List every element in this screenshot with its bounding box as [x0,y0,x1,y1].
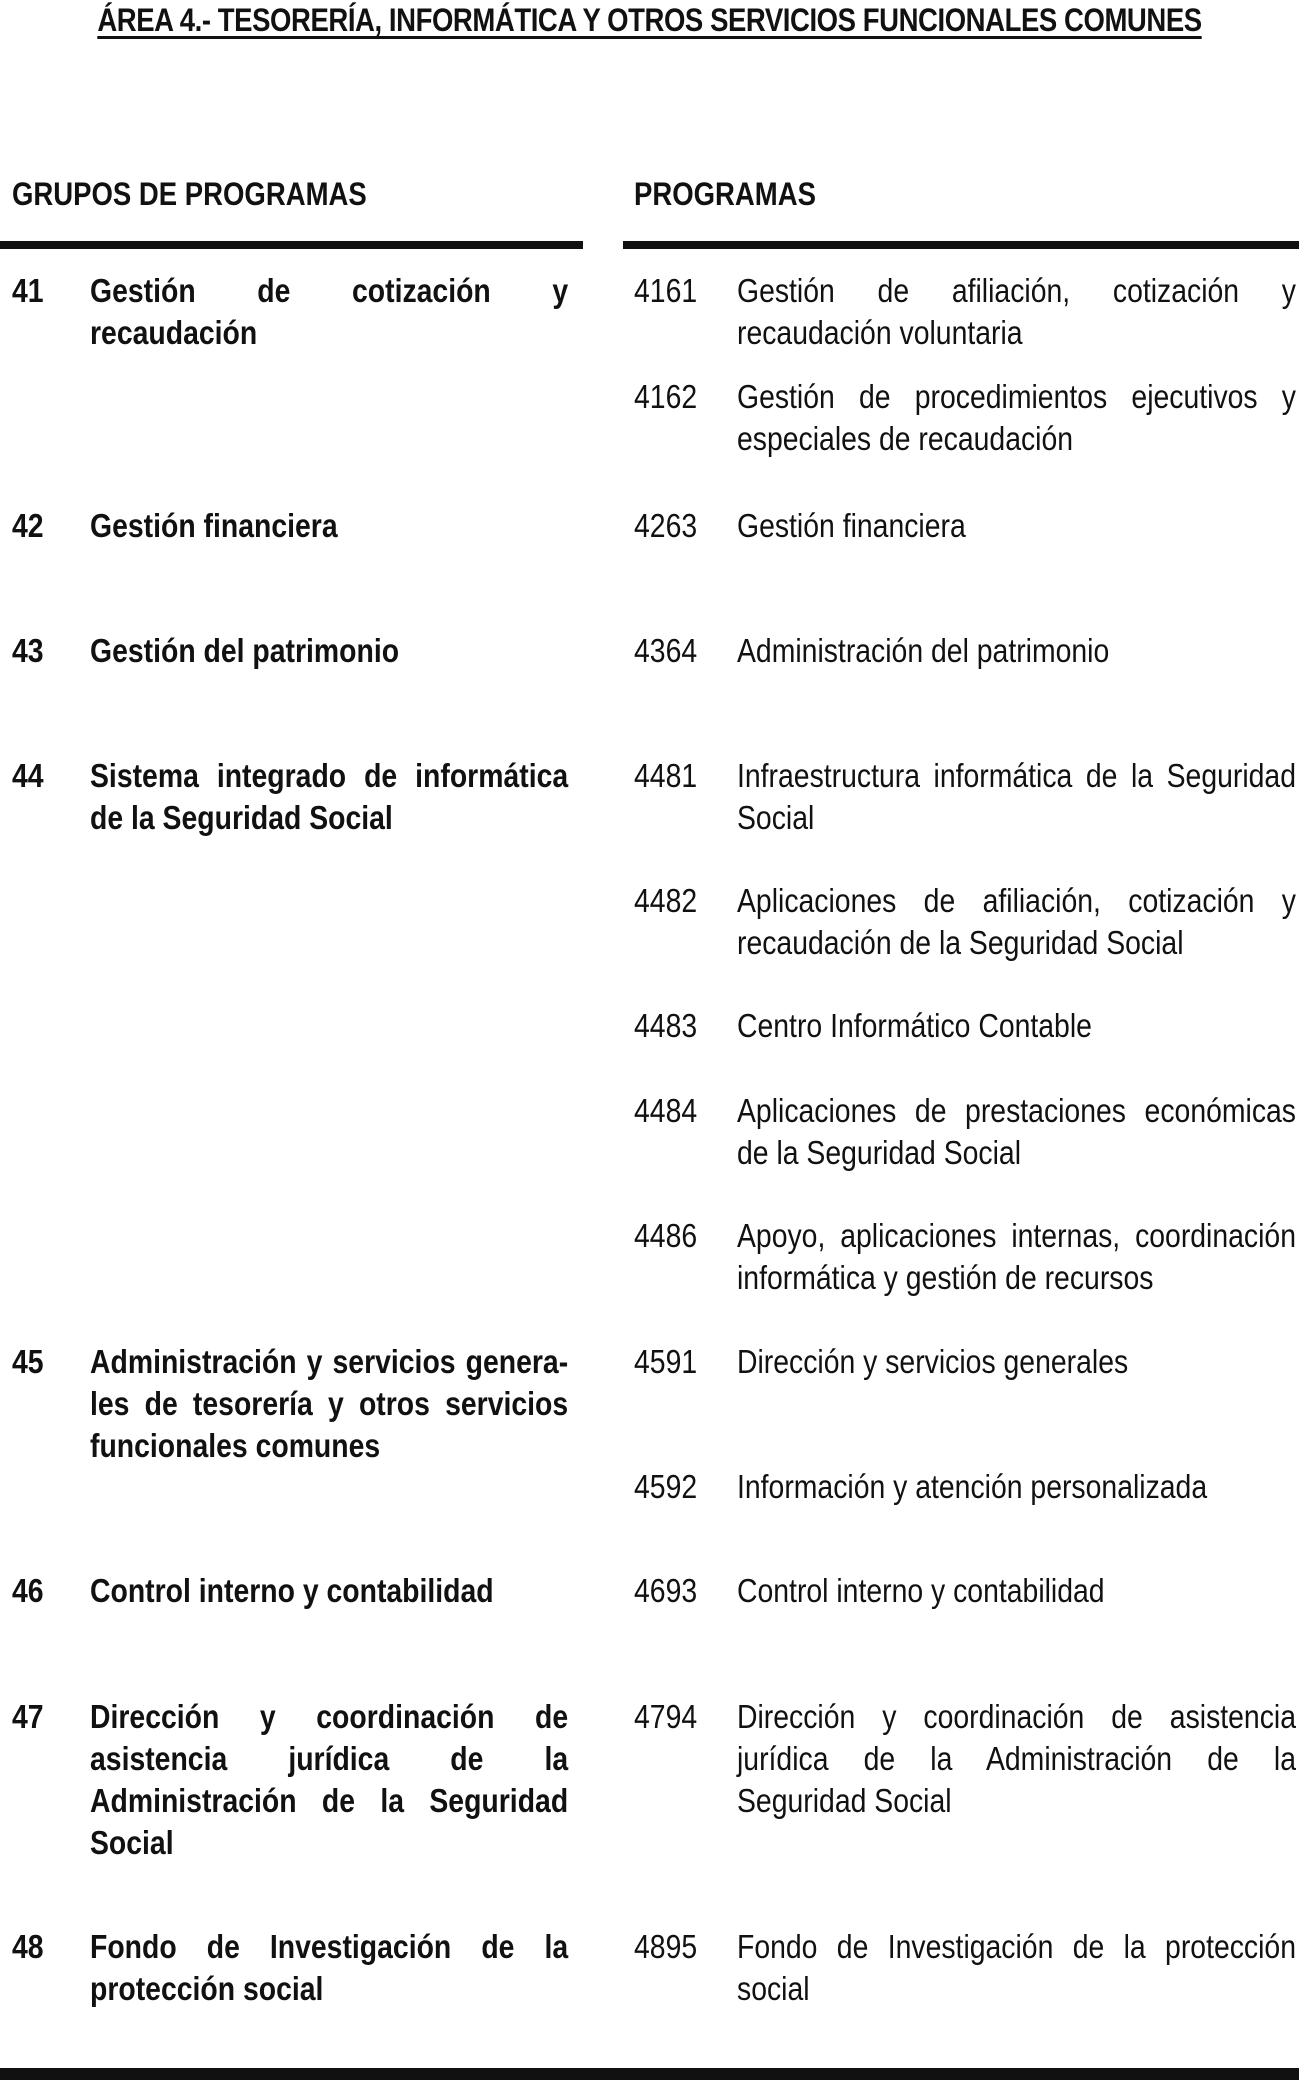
group-name: Gestión del patrimonio [90,632,400,669]
program-name: Aplicaciones de prestaciones económicas de la Seguridad Social [737,1092,1296,1171]
programs-header-rule [623,241,1299,249]
group-code: 41 [12,272,44,309]
group-code: 42 [12,507,44,544]
program-code: 4162 [634,378,698,415]
groups-column-header: GRUPOS DE PROGRAMAS [12,176,367,212]
program-name: Apoyo, aplicaciones internas, coordinación informática y gestión de recursos [737,1217,1296,1296]
groups-header-rule [0,241,583,249]
group-name: Sistema integrado de informática de la Seguridad Social [90,757,569,836]
programs-column-header: PROGRAMAS [634,176,816,212]
program-name: Información y atención personalizada [737,1468,1208,1505]
group-name: Fondo de Investigación de la protección social [90,1928,569,2007]
program-code: 4161 [634,272,698,309]
group-name: Gestión financiera [90,507,338,544]
page-title: ÁREA 4.- TESORERÍA, INFORMÁTICA Y OTROS SERVICIOS FUNCIONALES COMUNES [97,2,1202,38]
program-code: 4895 [634,1928,698,1965]
program-name: Control interno y contabilidad [737,1572,1105,1609]
program-name: Gestión financiera [737,507,966,544]
program-name: Gestión de procedimientos ejecutivos y especiales de recaudación [737,378,1296,457]
program-name: Administración del patrimonio [737,632,1110,669]
program-code: 4592 [634,1468,698,1505]
program-name: Gestión de afiliación, cotización y recaudación voluntaria [737,272,1296,351]
program-name: Aplicaciones de afiliación, cotización y recaudación de la Seguridad Social [737,882,1296,961]
program-code: 4364 [634,632,698,669]
program-name: Dirección y coordinación de asistencia jurídica de la Administración de la Seguridad Social [737,1698,1296,1819]
program-code: 4263 [634,507,698,544]
program-name: Centro Informático Contable [737,1007,1092,1044]
group-code: 46 [12,1572,44,1609]
program-code: 4591 [634,1343,698,1380]
program-code: 4482 [634,882,698,919]
group-code: 43 [12,632,44,669]
group-code: 45 [12,1343,44,1380]
program-code: 4481 [634,757,698,794]
group-name: Dirección y coordinación de asistencia jurídica de la Administración de la Seguridad Social [90,1698,569,1861]
program-code: 4693 [634,1572,698,1609]
program-code: 4484 [634,1092,698,1129]
program-name: Dirección y servicios generales [737,1343,1129,1380]
group-name: Control interno y contabilidad [90,1572,494,1609]
bottom-rule [0,2068,1299,2080]
group-name: Gestión de cotización y recaudación [90,272,569,351]
group-code: 44 [12,757,44,794]
program-code: 4486 [634,1217,698,1254]
program-name: Infraestructura informática de la Seguridad Social [737,757,1296,836]
group-name: Administración y servicios genera-les de tesorería y otros servicios funcionales comunes [90,1343,569,1464]
program-code: 4483 [634,1007,698,1044]
program-code: 4794 [634,1698,698,1735]
program-name: Fondo de Investigación de la protección social [737,1928,1296,2007]
group-code: 48 [12,1928,44,1965]
group-code: 47 [12,1698,44,1735]
